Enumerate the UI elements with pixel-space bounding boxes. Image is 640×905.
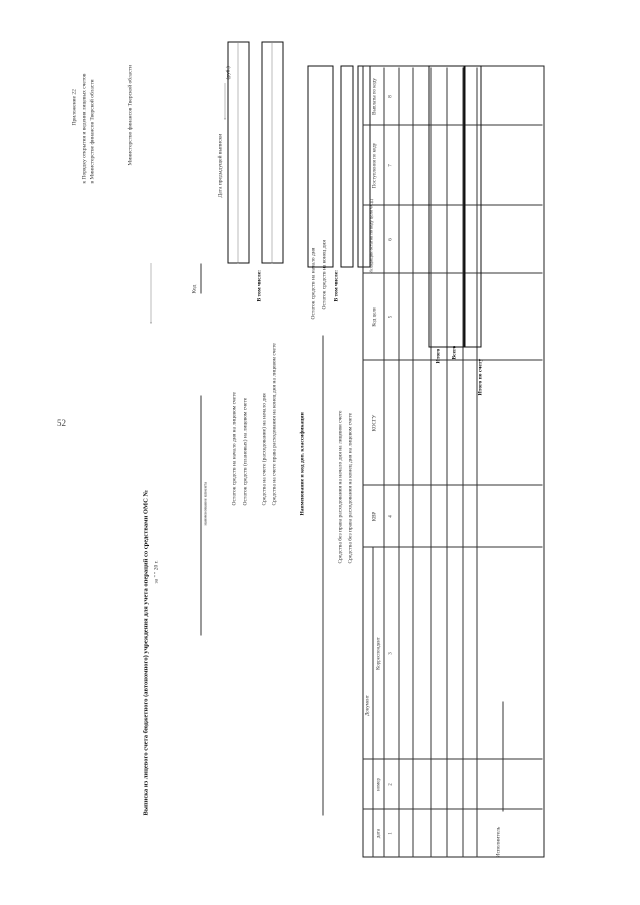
appendix-label: Приложение 22 <box>71 88 77 125</box>
right-balance-start-label: Остаток средств на начало дня <box>310 247 316 319</box>
classification-line <box>322 335 323 815</box>
funds-divider <box>271 43 272 263</box>
col-kvr-header: КВР <box>372 511 377 521</box>
col-correspondent-header: Корреспондент <box>376 636 381 670</box>
account-number-line <box>150 263 151 323</box>
previous-statement-date-label: Дата предыдущей выписки <box>217 133 223 197</box>
statement-date: за " " 20 г. <box>153 559 159 583</box>
no-right-start-label: Средства без права расходования на начало дня на лицевом счете <box>337 410 343 563</box>
col-kosgu-header: КОСГУ <box>372 414 377 431</box>
institution-name-line <box>200 395 201 635</box>
totals-box <box>428 65 464 347</box>
no-right-end-label: Средства без права расходования на конец дня на лицевом счете <box>347 412 353 563</box>
statement-title: Выписка из лицевого счета бюджетного (автономного) учреждения для учета операций со средствами ОМС № <box>142 489 149 815</box>
col-opening-balance-header: Исходящий остаток по коду цели ФЦД <box>368 198 373 273</box>
col-num-3: 3 <box>388 651 393 655</box>
right-including-label: В том числе: <box>333 269 339 301</box>
total-label: Всего <box>451 345 457 359</box>
col-num-5: 5 <box>388 315 393 318</box>
balance-start-divider <box>237 43 238 263</box>
col-num-8: 8 <box>388 94 393 98</box>
table-header-line <box>383 67 384 857</box>
col-num-6: 6 <box>388 237 393 241</box>
col-num-2: 2 <box>388 782 393 786</box>
col-num-1: 1 <box>388 831 393 835</box>
previous-date-line <box>224 83 225 119</box>
col-num-4: 4 <box>388 514 393 518</box>
col-number-header: номер <box>376 777 381 791</box>
institution-caption: наименование клиента <box>202 481 207 525</box>
no-right-box <box>340 65 353 267</box>
classification-label: Наименование и код доп. классификации <box>299 411 305 515</box>
right-balance-end-label: Остаток средств на конец дня <box>321 239 327 309</box>
account-total-label: Итого по счету <box>477 358 483 395</box>
plan-balance-label: Остаток средств (плановых) на лицевом счете <box>242 397 248 505</box>
col-num-7: 7 <box>388 163 393 167</box>
units-label: (руб.) <box>225 65 231 79</box>
balance-start-label: Остаток средств на начало дня на лицевом счете <box>231 391 237 505</box>
including-label: В том числе: <box>256 269 262 301</box>
col-date-header: дата <box>376 828 381 838</box>
col-receipts-header: Поступления по коду <box>372 142 377 188</box>
code-label: Код <box>191 284 197 293</box>
code-line <box>200 263 201 293</box>
subtotal-label: Итого <box>435 348 441 363</box>
executor-label: Исполнитель <box>495 826 501 857</box>
executor-line <box>502 701 503 811</box>
table-number-line <box>398 67 399 857</box>
funds-end-label: Средства на счете права расходования на конец дня на лицевом счете <box>271 342 277 505</box>
table-row-line-1 <box>412 67 413 857</box>
account-total-box <box>464 65 481 347</box>
ministry-name: Министерство финансов Тверской области <box>127 64 133 165</box>
funds-start-label: Средства на счете (расходование) на начало дня <box>261 392 267 505</box>
col-goal-code-header: Код цели <box>372 306 377 327</box>
right-balance-box <box>307 65 333 267</box>
appendix-subtitle-2: в Министерстве финансов Тверской области <box>89 78 95 183</box>
appendix-subtitle-1: к Порядку открытия и ведения лицевых счетов <box>81 72 87 183</box>
document-group-header: Документ <box>365 694 370 716</box>
col-payments-header: Выплаты по коду <box>372 77 377 115</box>
page-number: 52 <box>57 418 66 428</box>
document-group-line <box>372 547 373 857</box>
